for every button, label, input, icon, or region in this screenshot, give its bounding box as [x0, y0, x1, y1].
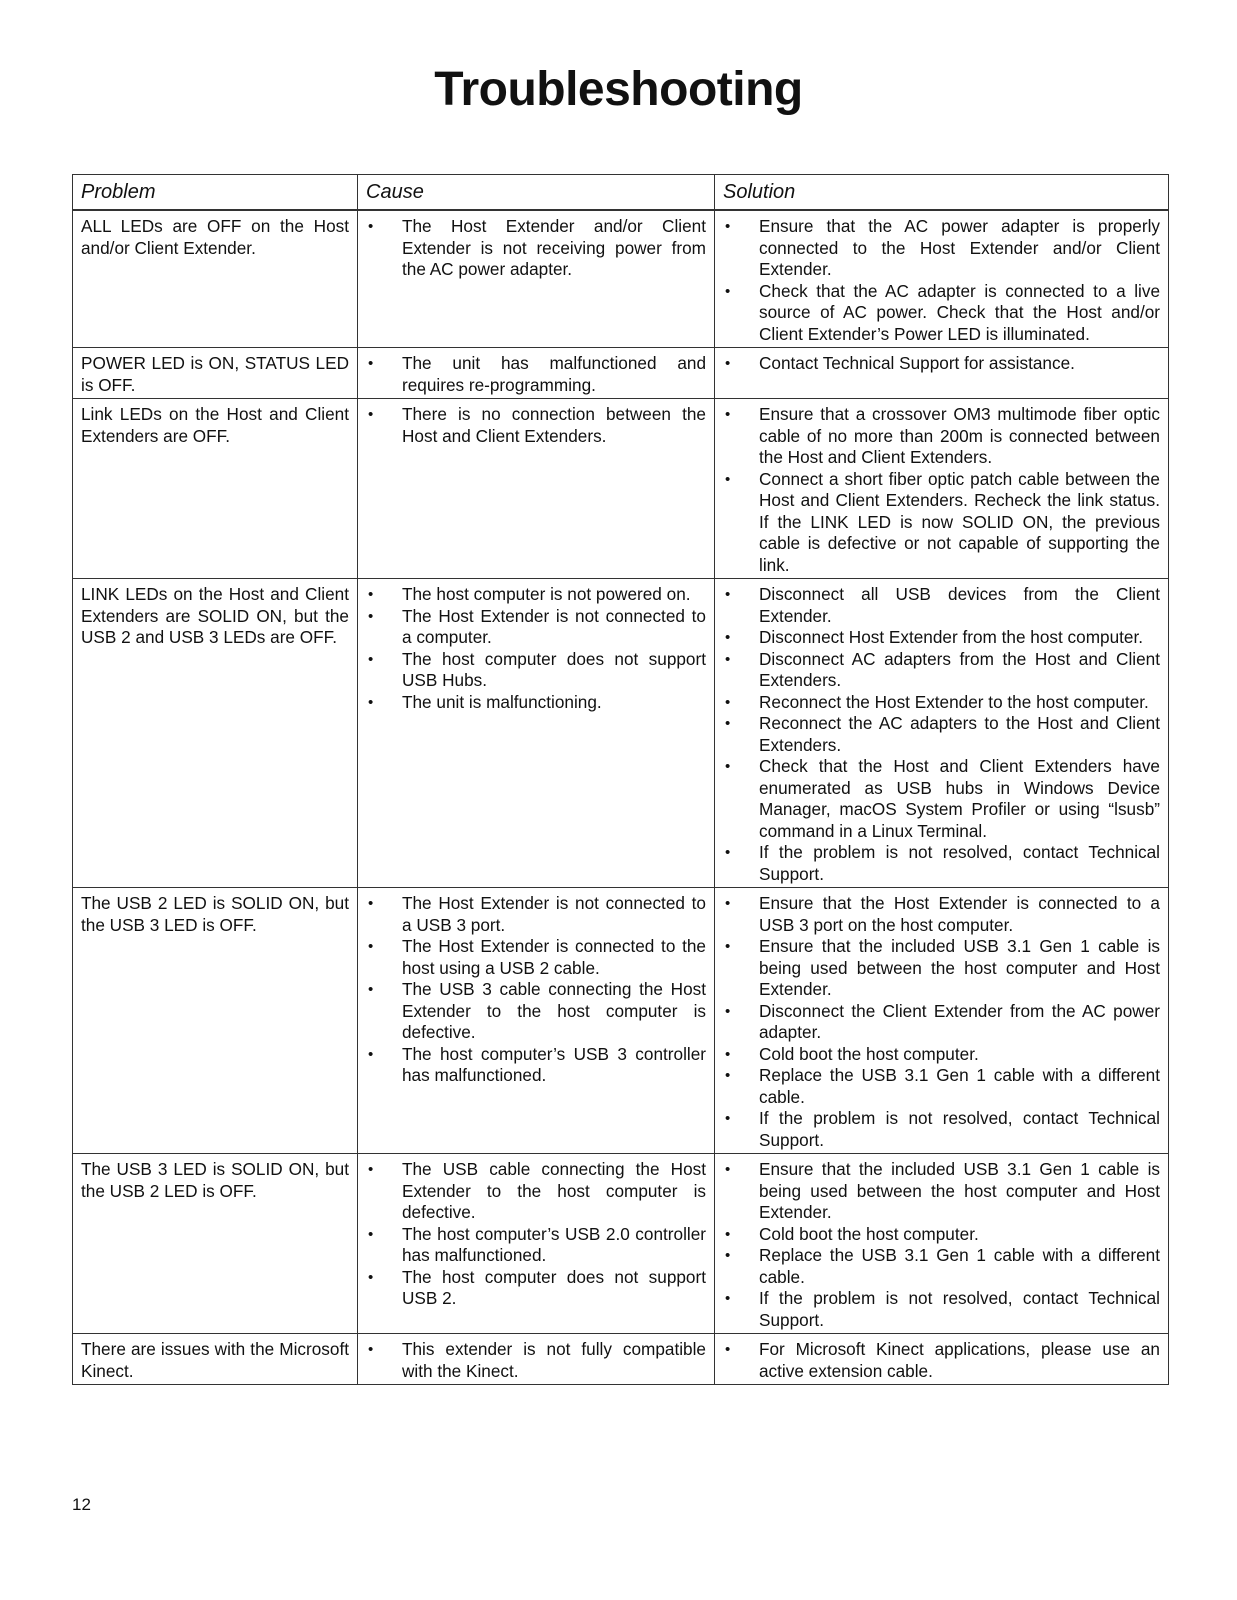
- cause-list: [366, 893, 706, 1087]
- solution-list-item: [723, 1044, 1160, 1066]
- bullet-icon: •: [725, 355, 731, 372]
- bullet-icon: •: [725, 470, 731, 488]
- solution-list: [723, 893, 1160, 1151]
- bullet-icon: •: [725, 1341, 731, 1358]
- problem-cell: Link LEDs on the Host and Client Extenders are OFF.: [73, 399, 358, 579]
- cause-list: [366, 1339, 706, 1382]
- table-row: [73, 210, 1169, 348]
- solution-cell: [715, 888, 1169, 1154]
- solution-list-item: [723, 1245, 1160, 1288]
- solution-text: Check that the Host and Client Extenders have enumerated as USB hubs in Windows Device Manager, macOS System Profiler or using “lsusb” command in a Linux Terminal.: [759, 756, 1160, 841]
- solution-list: [723, 1159, 1160, 1331]
- solution-text: Ensure that the AC power adapter is properly connected to the Host Extender and/or Client Extender.: [759, 216, 1160, 279]
- bullet-icon: •: [368, 218, 374, 235]
- solution-text: Connect a short fiber optic patch cable between the Host and Client Extenders. Recheck the link status. If the LINK LED is now SOLID ON, the previous cable is defective or not capable of supporting the link.: [759, 468, 1160, 575]
- solution-text: Ensure that the Host Extender is connected to a USB 3 port on the host computer.: [759, 893, 1160, 935]
- solution-text: Check that the AC adapter is connected to a live source of AC power. Check that the Host and/or Client Extender’s Power LED is illuminated.: [759, 280, 1160, 344]
- solution-text: If the problem is not resolved, contact Technical Support.: [759, 842, 1160, 884]
- bullet-icon: •: [368, 406, 374, 423]
- solution-list: [723, 353, 1160, 375]
- solution-list-item: [723, 756, 1160, 842]
- cause-list-item: [366, 979, 706, 1044]
- bullet-icon: •: [725, 1045, 731, 1063]
- cause-list-item: [366, 1159, 706, 1224]
- solution-list-item: [723, 627, 1160, 649]
- cause-text: The USB cable connecting the Host Extender to the host computer is defective.: [402, 1159, 706, 1222]
- cause-list-item: [366, 649, 706, 692]
- solution-text: Disconnect the Client Extender from the AC power adapter.: [759, 1000, 1160, 1042]
- bullet-icon: •: [725, 1067, 731, 1084]
- solution-list-item: [723, 1065, 1160, 1108]
- solution-text: Replace the USB 3.1 Gen 1 cable with a different cable.: [759, 1065, 1160, 1107]
- bullet-icon: •: [368, 607, 374, 625]
- cause-text: The host computer is not powered on.: [402, 584, 691, 604]
- cause-list: [366, 1159, 706, 1310]
- cause-text: The unit is malfunctioning.: [402, 691, 602, 712]
- bullet-icon: •: [725, 1002, 731, 1020]
- column-header-cause: Cause: [358, 175, 715, 211]
- bullet-icon: •: [725, 758, 731, 775]
- cause-text: The Host Extender and/or Client Extender is not receiving power from the AC power adapter.: [402, 216, 706, 279]
- cause-text: This extender is not fully compatible with the Kinect.: [402, 1339, 706, 1381]
- solution-text: Disconnect all USB devices from the Client Extender.: [759, 584, 1160, 626]
- solution-list-item: [723, 216, 1160, 281]
- bullet-icon: •: [368, 1268, 374, 1286]
- cause-text: The host computer does not support USB 2.: [402, 1266, 706, 1308]
- solution-text: Ensure that the included USB 3.1 Gen 1 cable is being used between the host computer and Host Extender.: [759, 1159, 1160, 1222]
- bullet-icon: •: [368, 1045, 374, 1063]
- solution-list: [723, 584, 1160, 885]
- table-header-row: [73, 175, 1169, 211]
- solution-text: Cold boot the host computer.: [759, 1043, 979, 1064]
- troubleshooting-table: [72, 174, 1169, 1385]
- solution-cell: [715, 399, 1169, 579]
- cause-list-item: [366, 606, 706, 649]
- solution-list: [723, 404, 1160, 576]
- solution-list-item: [723, 1224, 1160, 1246]
- solution-list: [723, 1339, 1160, 1382]
- problem-cell: There are issues with the Microsoft Kinect.: [73, 1334, 358, 1385]
- cause-cell: [358, 579, 715, 888]
- cause-list-item: [366, 216, 706, 281]
- problem-cell: The USB 2 LED is SOLID ON, but the USB 3 LED is OFF.: [73, 888, 358, 1154]
- cause-cell: [358, 1334, 715, 1385]
- solution-list-item: [723, 281, 1160, 346]
- bullet-icon: •: [725, 218, 731, 235]
- cause-list-item: [366, 893, 706, 936]
- bullet-icon: •: [725, 1161, 731, 1178]
- solution-list-item: [723, 1108, 1160, 1151]
- cause-list-item: [366, 692, 706, 714]
- bullet-icon: •: [368, 1225, 374, 1243]
- table-row: [73, 348, 1169, 399]
- cause-text: The Host Extender is not connected to a USB 3 port.: [402, 893, 706, 935]
- solution-list-item: [723, 713, 1160, 756]
- bullet-icon: •: [725, 895, 731, 912]
- bullet-icon: •: [725, 1225, 731, 1243]
- table-row: [73, 399, 1169, 579]
- cause-list-item: [366, 1044, 706, 1087]
- page-number: 12: [72, 1495, 91, 1514]
- cause-text: The host computer’s USB 3 controller has malfunctioned.: [402, 1043, 706, 1085]
- bullet-icon: •: [725, 406, 731, 423]
- solution-list-item: [723, 404, 1160, 469]
- solution-list-item: [723, 1339, 1160, 1382]
- solution-text: Reconnect the Host Extender to the host computer.: [759, 691, 1149, 712]
- cause-list: [366, 404, 706, 447]
- bullet-icon: •: [368, 938, 374, 955]
- solution-text: If the problem is not resolved, contact Technical Support.: [759, 1288, 1160, 1330]
- cause-cell: [358, 348, 715, 399]
- cause-cell: [358, 399, 715, 579]
- cause-list-item: [366, 584, 706, 606]
- bullet-icon: •: [725, 938, 731, 955]
- cause-list: [366, 584, 706, 713]
- cause-text: The USB 3 cable connecting the Host Extender to the host computer is defective.: [402, 979, 706, 1042]
- bullet-icon: •: [725, 844, 731, 861]
- table-row: [73, 1334, 1169, 1385]
- cause-list: [366, 216, 706, 281]
- cause-list-item: [366, 404, 706, 447]
- cause-list-item: [366, 1339, 706, 1382]
- cause-text: The Host Extender is connected to the host using a USB 2 cable.: [402, 936, 706, 978]
- bullet-icon: •: [368, 1161, 374, 1178]
- cause-text: The unit has malfunctioned and requires re-programming.: [402, 353, 706, 395]
- table-row: [73, 888, 1169, 1154]
- solution-cell: [715, 210, 1169, 348]
- solution-list-item: [723, 584, 1160, 627]
- bullet-icon: •: [725, 629, 731, 646]
- table-row: [73, 1154, 1169, 1334]
- solution-list-item: [723, 1001, 1160, 1044]
- page-title: Troubleshooting: [434, 63, 803, 116]
- bullet-icon: •: [725, 586, 731, 603]
- bullet-icon: •: [725, 1290, 731, 1307]
- bullet-icon: •: [368, 586, 374, 603]
- solution-text: Replace the USB 3.1 Gen 1 cable with a different cable.: [759, 1245, 1160, 1287]
- bullet-icon: •: [368, 895, 374, 912]
- cause-list-item: [366, 353, 706, 396]
- solution-cell: [715, 348, 1169, 399]
- solution-text: If the problem is not resolved, contact Technical Support.: [759, 1108, 1160, 1150]
- solution-list-item: [723, 649, 1160, 692]
- column-header-problem: Problem: [73, 175, 358, 211]
- solution-list-item: [723, 1288, 1160, 1331]
- table-row: [73, 579, 1169, 888]
- solution-list: [723, 216, 1160, 345]
- cause-list-item: [366, 1267, 706, 1310]
- bullet-icon: •: [368, 650, 374, 668]
- column-header-solution: Solution: [715, 175, 1169, 211]
- table-body: [73, 210, 1169, 1385]
- bullet-icon: •: [368, 693, 374, 711]
- bullet-icon: •: [725, 693, 731, 711]
- problem-cell: The USB 3 LED is SOLID ON, but the USB 2 LED is OFF.: [73, 1154, 358, 1334]
- bullet-icon: •: [725, 1247, 731, 1264]
- cause-list: [366, 353, 706, 396]
- solution-list-item: [723, 1159, 1160, 1224]
- cause-cell: [358, 210, 715, 348]
- solution-text: Ensure that a crossover OM3 multimode fiber optic cable of no more than 200m is connected between the Host and Client Extenders.: [759, 404, 1160, 467]
- solution-cell: [715, 579, 1169, 888]
- solution-text: Reconnect the AC adapters to the Host and Client Extenders.: [759, 713, 1160, 755]
- solution-cell: [715, 1334, 1169, 1385]
- bullet-icon: •: [725, 650, 731, 668]
- bullet-icon: •: [368, 981, 374, 998]
- bullet-icon: •: [368, 1341, 374, 1358]
- solution-text: Contact Technical Support for assistance.: [759, 353, 1075, 373]
- solution-text: For Microsoft Kinect applications, please use an active extension cable.: [759, 1339, 1160, 1381]
- solution-list-item: [723, 469, 1160, 577]
- solution-list-item: [723, 353, 1160, 375]
- bullet-icon: •: [725, 282, 731, 300]
- solution-text: Ensure that the included USB 3.1 Gen 1 cable is being used between the host computer and Host Extender.: [759, 936, 1160, 999]
- bullet-icon: •: [725, 715, 731, 732]
- solution-list-item: [723, 692, 1160, 714]
- cause-list-item: [366, 1224, 706, 1267]
- problem-cell: ALL LEDs are OFF on the Host and/or Client Extender.: [73, 210, 358, 348]
- bullet-icon: •: [725, 1110, 731, 1127]
- solution-list-item: [723, 842, 1160, 885]
- solution-text: Disconnect AC adapters from the Host and Client Extenders.: [759, 648, 1160, 690]
- cause-list-item: [366, 936, 706, 979]
- cause-text: The Host Extender is not connected to a computer.: [402, 605, 706, 647]
- cause-text: The host computer does not support USB Hubs.: [402, 648, 706, 690]
- solution-text: Cold boot the host computer.: [759, 1223, 979, 1244]
- cause-cell: [358, 1154, 715, 1334]
- cause-text: The host computer’s USB 2.0 controller has malfunctioned.: [402, 1223, 706, 1265]
- solution-list-item: [723, 936, 1160, 1001]
- solution-list-item: [723, 893, 1160, 936]
- cause-text: There is no connection between the Host and Client Extenders.: [402, 404, 706, 446]
- problem-cell: POWER LED is ON, STATUS LED is OFF.: [73, 348, 358, 399]
- cause-cell: [358, 888, 715, 1154]
- bullet-icon: •: [368, 355, 374, 372]
- problem-cell: LINK LEDs on the Host and Client Extenders are SOLID ON, but the USB 2 and USB 3 LEDs are OFF.: [73, 579, 358, 888]
- solution-text: Disconnect Host Extender from the host computer.: [759, 627, 1144, 647]
- solution-cell: [715, 1154, 1169, 1334]
